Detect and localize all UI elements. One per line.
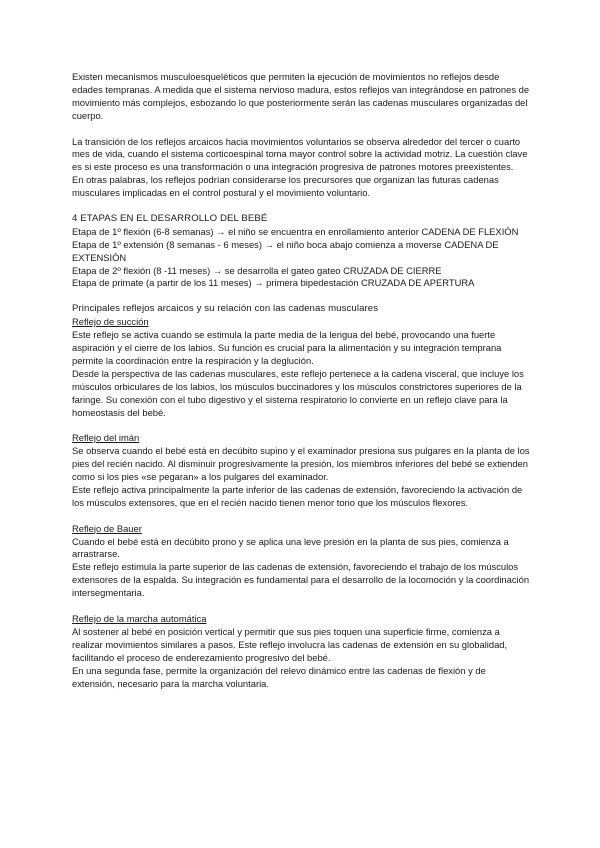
intro-paragraph-1: Existen mecanismos musculoesqueléticos que permiten la ejecución de movimientos no reflejos desde edades tempranas. A medida que el sistema nervioso madura, estos reflejos van integrándose en patrones de movimiento más complejos, esbozando lo que posteriormente serán las cadenas musculares organizadas del cuerpo. (72, 71, 530, 121)
intro-paragraph-3: En otras palabras, los reflejos podrían considerarse los precursores que organizan las futuras cadenas musculares implicadas en el control postural y el movimiento voluntario. (72, 174, 499, 199)
stage-item-2: Etapa de 1º extensión (8 semanas - 6 meses) → el niño boca abajo comienza a moverse CADENA DE EXTENSIÓN (72, 238, 499, 263)
reflex-bauer-paragraph-1: Cuando el bebé está en decúbito prono y se aplica una leve presión en la planta de sus pies, comienza a arrastrarse. (72, 535, 509, 560)
reflex-iman-paragraph-2: Este reflejo activa principalmente la parte inferior de las cadenas de extensión, favoreciendo la activación de los músculos extensores, que en el recién nacido tienen menor tono que los músculos flexores. (72, 483, 523, 508)
reflexes-section (72, 303, 530, 690)
reflex-iman-title: Reflejo del imán (72, 432, 140, 444)
reflex-succion-paragraph-2: Desde la perspectiva de las cadenas musculares, este reflejo pertenece a la cadena visceral, que incluye los músculos orbiculares de los labios, los músculos buccinadores y los músculos constrictores superiores de la faringe. Su conexión con el tubo digestivo y el sistema respiratorio lo convierte en un reflejo clave para la homeostasis del bebé. (72, 367, 524, 418)
reflex-succion-title: Reflejo de succión (72, 316, 149, 328)
reflex-bauer-title: Reflejo de Bauer (72, 522, 142, 534)
reflexes-heading: Principales reflejos arcaicos y su relación con las cadenas musculares (72, 303, 379, 315)
document-content (72, 71, 530, 690)
reflex-bauer-paragraph-2: Este reflejo estimula la parte superior de las cadenas de extensión, favoreciendo el trabajo de los músculos extensores de la espalda. Su integración es fundamental para el desarrollo de la locomoción y la coordinación intersegmentaria. (72, 561, 530, 599)
stages-section (72, 213, 530, 290)
stage-item-4: Etapa de primate (a partir de los 11 meses) → primera bipedestación CRUZADA DE APERTURA (72, 277, 475, 289)
stage-item-1: Etapa de 1º flexión (6-8 semanas) → el niño se encuentra en enrollamiento anterior CADENA DE FLEXIÓN (72, 225, 519, 237)
reflex-succion-paragraph-1: Este reflejo se activa cuando se estimula la parte media de la lengua del bebé, provocando una fuerte aspiración y el cierre de los labios. Su función es crucial para la alimentación y su integración temprana permite la coordinación entre la respiración y la deglución. (72, 329, 502, 366)
reflex-iman-paragraph-1: Se observa cuando el bebé está en decúbito supino y el examinador presiona sus pulgares en la planta de los pies del recién nacido. Al disminuir progresivamente la presión, los miembros inferiores del bebé se extienden como si los pies «se pegaran» a los pulgares del examinador. (72, 445, 530, 483)
reflex-marcha-paragraph-2: En una segunda fase, permite la organización del relevo dinámico entre las cadenas de flexión y de extensión, necesario para la marcha voluntaria. (72, 664, 486, 689)
intro-paragraph-2: La transición de los reflejos arcaicos hacia movimientos voluntarios se observa alrededor del tercer o cuarto mes de vida, cuando el sistema corticoespinal toma mayor control sobre la actividad motriz. La cuestión clave es si este proceso es una transformación o una integración progresiva de patrones motores preexistentes. (72, 135, 528, 173)
stages-heading: 4 ETAPAS EN EL DESARROLLO DEL BEBÉ (72, 212, 268, 224)
reflex-marcha-title: Reflejo de la marcha automática (72, 612, 207, 624)
reflex-marcha-paragraph-1: Al sostener al bebé en posición vertical y permitir que sus pies toquen una superficie firme, comienza a realizar movimientos similares a pasos. Este reflejo involucra las cadenas de extensión en su globalidad, facilitando el proceso de enderezamiento progresivo del bebé. (72, 625, 508, 663)
stage-item-3: Etapa de 2º flexión (8 -11 meses) → se desarrolla el gateo gateo CRUZADA DE CIERRE (72, 264, 442, 276)
